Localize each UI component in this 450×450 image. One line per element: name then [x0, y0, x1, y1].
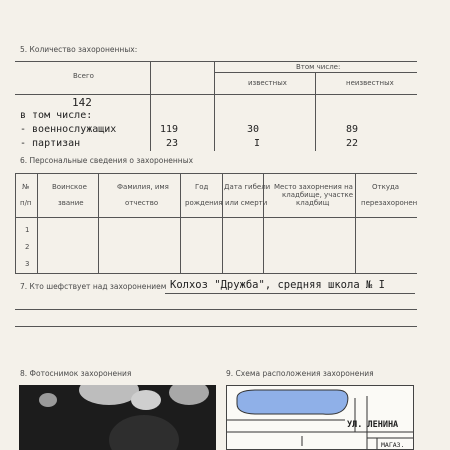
- street-label: УЛ. ЛЕНИНА: [347, 420, 399, 430]
- s6-col-line: [222, 173, 223, 273]
- s6-header-place: кладбище, участке: [282, 191, 354, 199]
- grave-photo: [19, 385, 216, 450]
- s5-row-known: 30: [247, 124, 260, 135]
- s5-col-line-1: [150, 61, 151, 151]
- s6-col-line: [15, 173, 16, 273]
- s5-header-total: Всего: [73, 72, 94, 80]
- s5-total-value: 142: [72, 96, 92, 109]
- s6-row-number: 2: [25, 243, 30, 251]
- section9-title: 9. Схема расположения захоронения: [226, 369, 374, 378]
- s6-header-year: рождения: [185, 199, 223, 207]
- s6-col-line: [98, 173, 99, 273]
- s6-row-number: 1: [25, 226, 30, 234]
- s5-row-unknown: 89: [346, 124, 359, 135]
- location-scheme: [226, 385, 414, 450]
- s5-row-total: 23: [166, 138, 179, 149]
- s7-rule-1: [165, 293, 415, 294]
- s6-header-num: п/п: [20, 199, 32, 207]
- s6-header-num: №: [22, 183, 30, 191]
- s6-header-rank: звание: [58, 199, 84, 207]
- photo-sky: [131, 390, 161, 410]
- s5-row-total: 119: [160, 124, 179, 135]
- photo-sky: [169, 385, 209, 405]
- s6-header-from: Откуда: [372, 183, 400, 191]
- s5-row-label: - военнослужащих: [20, 124, 117, 135]
- s6-header-place: Место захорнения на: [274, 183, 353, 191]
- s6-bottom-rule: [15, 273, 417, 274]
- s6-header-from: перезахоронен: [361, 199, 418, 207]
- s6-header-bottom-rule: [15, 217, 417, 218]
- section8-title: 8. Фотоснимок захоронения: [20, 369, 132, 378]
- s6-top-rule: [15, 173, 417, 174]
- s6-header-year: Год: [195, 183, 209, 191]
- s6-header-date: Дата гибели: [224, 183, 271, 191]
- s5-header-including: Втом числе:: [296, 63, 341, 71]
- s6-col-line: [180, 173, 181, 273]
- s6-header-name: Фамилия, имя: [117, 183, 169, 191]
- section7-label: 7. Кто шефствует над захоронением: [20, 282, 167, 291]
- s5-row-unknown: 22: [346, 138, 359, 149]
- s5-row-known: I: [254, 138, 261, 149]
- s6-col-line: [355, 173, 356, 273]
- photo-foliage: [109, 415, 179, 450]
- section7-value: Колхоз "Дружба", средняя школа № I: [170, 279, 385, 291]
- s5-col-line-2: [214, 61, 215, 151]
- s5-header-unknown: неизвестных: [346, 79, 394, 87]
- s6-header-place: кладбищ: [296, 199, 330, 207]
- s5-top-rule: [15, 61, 417, 62]
- s5-header-bottom-rule: [15, 94, 417, 95]
- s6-col-line: [37, 173, 38, 273]
- s5-row-label: - партизан: [20, 138, 81, 149]
- s5-including-label: в том числе:: [20, 110, 93, 121]
- pond: [237, 390, 348, 414]
- s6-header-name: отчество: [125, 199, 159, 207]
- section5-title: 5. Количество захороненных:: [20, 45, 138, 54]
- photo-sky: [39, 393, 57, 407]
- s6-header-date: или смерти: [225, 199, 268, 207]
- section6-title: 6. Персональные сведения о захороненных: [20, 156, 194, 165]
- s5-header-known: известных: [248, 79, 287, 87]
- photo-sky: [79, 385, 139, 405]
- s5-col-line-3: [315, 72, 316, 151]
- s7-rule-3: [15, 326, 417, 327]
- s6-row-number: 3: [25, 260, 30, 268]
- s6-header-rank: Воинское: [52, 183, 87, 191]
- shop-label: МАГАЗ.: [381, 441, 405, 449]
- s7-rule-2: [15, 309, 417, 310]
